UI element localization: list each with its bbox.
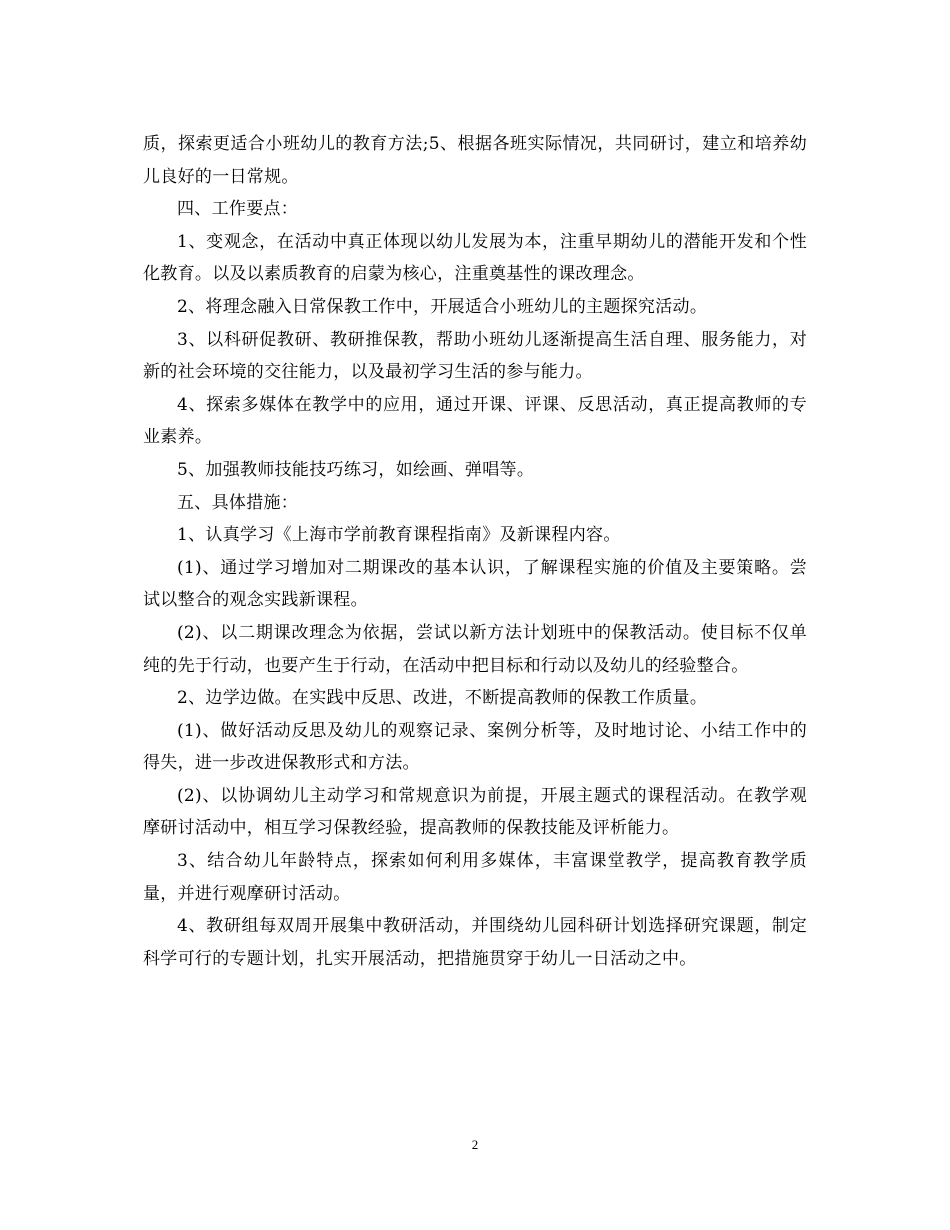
paragraph-measure-2: 2、边学边做。在实践中反思、改进，不断提高教师的保教工作质量。 <box>177 688 708 709</box>
paragraph-point-2: 2、将理念融入日常保教工作中，开展适合小班幼儿的主题探究活动。 <box>177 296 708 317</box>
section-heading-measures: 五、具体措施： <box>177 492 299 513</box>
paragraph-measure-2-sub-2: (2)、以协调幼儿主动学习和常规意识为前提，开展主题式的课程活动。在教学观摩研讨活动中，相互学习保教经验，提高教师的保教技能及评析能力。 <box>143 785 807 839</box>
page-number: 2 <box>471 1137 479 1152</box>
paragraph-measure-1-sub-2: (2)、以二期课改理念为依据，尝试以新方法计划班中的保教活动。使目标不仅单纯的先于行动，也要产生于行动，在活动中把目标和行动以及幼儿的经验整合。 <box>143 622 807 676</box>
paragraph-point-3: 3、以科研促教研、教研推保教，帮助小班幼儿逐渐提高生活自理、服务能力，对新的社会环境的交往能力，以及最初学习生活的参与能力。 <box>143 329 807 383</box>
paragraph-measure-4: 4、教研组每双周开展集中教研活动，并围绕幼儿园科研计划选择研究课题，制定科学可行的专题计划，扎实开展活动，把措施贯穿于幼儿一日活动之中。 <box>143 916 807 969</box>
paragraph-measure-1: 1、认真学习《上海市学前教育课程指南》及新课程内容。 <box>177 525 621 546</box>
section-heading-work-points: 四、工作要点： <box>177 199 299 220</box>
paragraph-continuation: 质，探索更适合小班幼儿的教育方法;5、根据各班实际情况，共同研讨，建立和培养幼儿良好的一日常规。 <box>143 134 807 187</box>
paragraph-point-5: 5、加强教师技能技巧练习，如绘画、弹唱等。 <box>177 459 535 480</box>
paragraph-measure-2-sub-1: (1)、做好活动反思及幼儿的观察记录、案例分析等，及时地讨论、小结工作中的得失，进一步改进保教形式和方法。 <box>143 720 807 774</box>
paragraph-point-1: 1、变观念，在活动中真正体现以幼儿发展为本，注重早期幼儿的潜能开发和个性化教育。以及以素质教育的启蒙为核心，注重奠基性的课改理念。 <box>143 231 807 285</box>
document-body <box>143 128 807 975</box>
paragraph-measure-1-sub-1: (1)、通过学习增加对二期课改的基本认识，了解课程实施的价值及主要策略。尝试以整合的观念实践新课程。 <box>143 557 807 611</box>
paragraph-point-4: 4、探索多媒体在教学中的应用，通过开课、评课、反思活动，真正提高教师的专业素养。 <box>143 394 807 448</box>
paragraph-measure-3: 3、结合幼儿年龄特点，探索如何利用多媒体，丰富课堂教学，提高教育教学质量，并进行观摩研讨活动。 <box>143 851 807 904</box>
